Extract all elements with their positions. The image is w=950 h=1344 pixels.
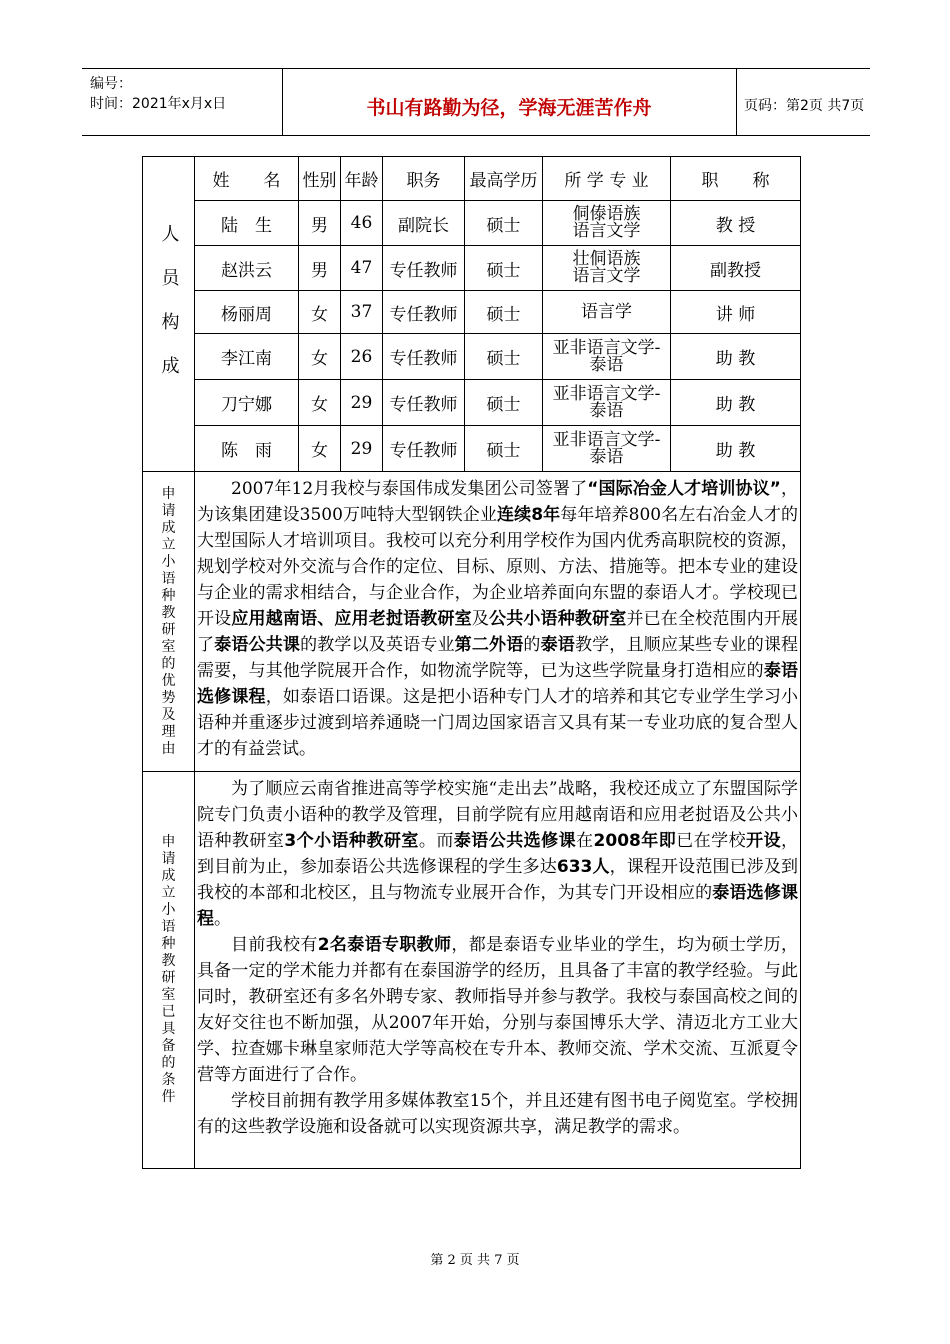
staff-name: 赵洪云	[195, 246, 299, 291]
staff-age: 47	[341, 246, 383, 291]
staff-gender: 女	[299, 334, 341, 380]
advantages-paragraph: 2007年12月我校与泰国伟成发集团公司签署了“国际冶金人才培训协议”，为该集团建设3500万吨特大型钢铁企业连续8年每年培养800名左右冶金人才的大型国际人才培训项目。我校可以充分利用学校作为国内优秀高职院校的资源，规划学校对外交流与合作的定位、目标、原则、方法、措施等。把本专业的建设与企业的需求相结合，与企业合作，为企业培养面向东盟的泰语人才。学校现已开设应用越南语、应用老挝语教研室及公共小语种教研室并已在全校范围内开展了泰语公共课的教学以及英语专业第二外语的泰语教学，且顺应某些专业的课程需要，与其他学院展开合作，如物流学院等，已为这些学院量身打造相应的泰语选修课程，如泰语口语课。这是把小语种专门人才的培养和其它专业学生学习小语种并重逐步过渡到培养通晓一门周边国家语言又具有某一专业功底的复合型人才的有益尝试。	[197, 479, 799, 759]
staff-age: 46	[341, 201, 383, 246]
staff-position: 副院长	[383, 201, 465, 246]
table-row	[143, 334, 801, 380]
staff-gender: 女	[299, 291, 341, 334]
application-form-table	[142, 156, 801, 1169]
staff-position: 专任教师	[383, 380, 465, 426]
col-degree: 最高学历	[465, 157, 543, 201]
staff-name: 陈 雨	[195, 426, 299, 472]
staff-major: 亚非语言文学- 泰语	[543, 334, 671, 380]
advantages-text	[195, 472, 801, 772]
header-motto: 书山有路勤为径，学海无涯苦作舟	[366, 97, 652, 119]
header-motto-cell	[282, 69, 737, 135]
conditions-label: 申请成立小语种教研室已具备的条件	[143, 772, 195, 1169]
conditions-paragraph-3: 学校目前拥有教学用多媒体教室15个，并且还建有图书电子阅览室。学校拥有的这些教学设施和设备就可以实现资源共享，满足教学的需求。	[197, 1091, 798, 1137]
staff-age: 37	[341, 291, 383, 334]
doc-time-label: 时间：2021年x月x日	[90, 96, 227, 112]
staff-major: 语言学	[543, 291, 671, 334]
staff-title: 助 教	[671, 426, 801, 472]
staff-gender: 女	[299, 380, 341, 426]
staff-position: 专任教师	[383, 334, 465, 380]
staff-age: 26	[341, 334, 383, 380]
doc-number-label: 编号：	[90, 76, 132, 92]
staff-gender: 女	[299, 426, 341, 472]
table-row	[143, 246, 801, 291]
staff-degree: 硕士	[465, 201, 543, 246]
staff-position: 专任教师	[383, 246, 465, 291]
staff-degree: 硕士	[465, 426, 543, 472]
table-row	[143, 291, 801, 334]
staff-name: 李江南	[195, 334, 299, 380]
staff-title: 讲 师	[671, 291, 801, 334]
staff-age: 29	[341, 380, 383, 426]
staff-degree: 硕士	[465, 334, 543, 380]
page-footer: 第 2 页 共 7 页	[430, 1253, 520, 1268]
col-position: 职务	[383, 157, 465, 201]
staff-major: 亚非语言文学- 泰语	[543, 380, 671, 426]
staff-title: 助 教	[671, 380, 801, 426]
staff-gender: 男	[299, 246, 341, 291]
staff-major: 壮侗语族 语言文学	[543, 246, 671, 291]
table-row	[143, 201, 801, 246]
staff-degree: 硕士	[465, 291, 543, 334]
staff-major: 亚非语言文学- 泰语	[543, 426, 671, 472]
staff-position: 专任教师	[383, 291, 465, 334]
table-row	[143, 380, 801, 426]
staff-title: 助 教	[671, 334, 801, 380]
conditions-text	[195, 772, 801, 1169]
staff-degree: 硕士	[465, 246, 543, 291]
col-age: 年龄	[341, 157, 383, 201]
header-page-info: 页码：第2页 共7页	[744, 98, 865, 114]
advantages-row	[143, 472, 801, 772]
staff-name: 杨丽周	[195, 291, 299, 334]
staff-position: 专任教师	[383, 426, 465, 472]
staff-name: 刀宁娜	[195, 380, 299, 426]
conditions-paragraph-2: 目前我校有2名泰语专职教师，都是泰语专业毕业的学生，均为硕士学历，具备一定的学术能力并都有在泰国游学的经历，且具备了丰富的教学经验。与此同时，教研室还有多名外聘专家、教师指导并参与教学。我校与泰国高校之间的友好交往也不断加强，从2007年开始，分别与泰国博乐大学、清迈北方工业大学、拉查娜卡琳皇家师范大学等高校在专升本、教师交流、学术交流、互派夏令营等方面进行了合作。	[197, 935, 798, 1085]
col-gender: 性别	[299, 157, 341, 201]
header-meta-cell	[82, 69, 283, 135]
staff-title: 副教授	[671, 246, 801, 291]
advantages-label: 申请成立小语种教研室的优势及理由	[143, 472, 195, 772]
header-page-cell	[736, 69, 870, 135]
conditions-row	[143, 772, 801, 1169]
staff-section-label: 人员构成	[143, 157, 195, 472]
staff-gender: 男	[299, 201, 341, 246]
staff-name: 陆 生	[195, 201, 299, 246]
staff-degree: 硕士	[465, 380, 543, 426]
col-major: 所 学 专 业	[543, 157, 671, 201]
staff-major: 侗傣语族 语言文学	[543, 201, 671, 246]
col-name: 姓 名	[195, 157, 299, 201]
col-title: 职 称	[671, 157, 801, 201]
staff-title: 教 授	[671, 201, 801, 246]
staff-age: 29	[341, 426, 383, 472]
staff-header-row	[143, 157, 801, 201]
page-header	[82, 68, 870, 136]
table-row	[143, 426, 801, 472]
conditions-paragraph-1: 为了顺应云南省推进高等学校实施“走出去”战略，我校还成立了东盟国际学院专门负责小语种的教学及管理，目前学院有应用越南语和应用老挝语及公共小语种教研室3个小语种教研室。而泰语公共选修课在2008年即已在学校开设，到目前为止，参加泰语公共选修课程的学生多达633人，课程开设范围已涉及到我校的本部和北校区，且与物流专业展开合作，为其专门开设相应的泰语选修课程。	[197, 779, 799, 929]
